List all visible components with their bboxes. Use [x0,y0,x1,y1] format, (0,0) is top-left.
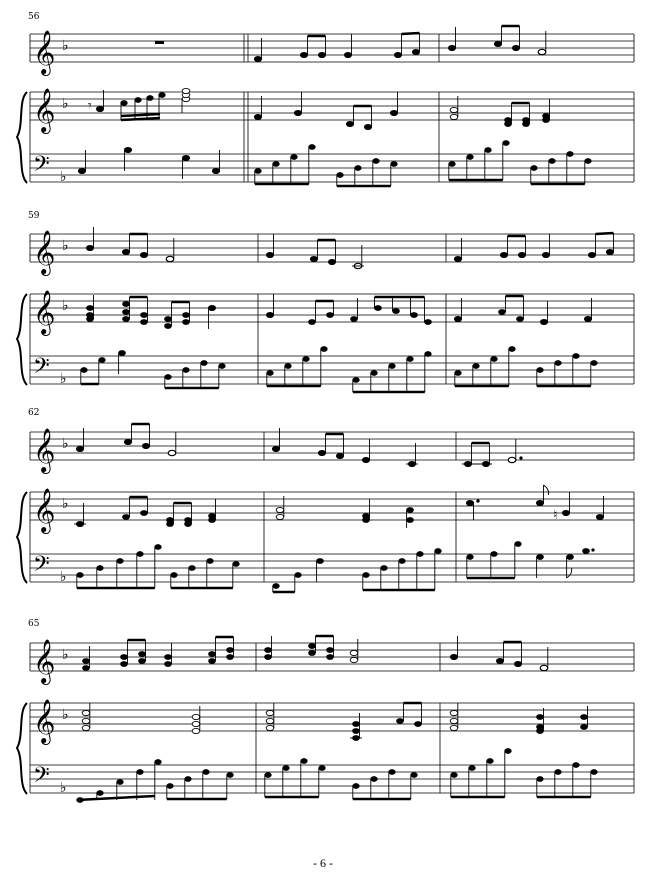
melody-notes [83,636,548,671]
piano-brace [17,492,27,583]
treble-clef-icon: 𝄞 [33,88,56,132]
melody-notes [254,26,545,62]
measure-number: 65 [28,619,40,629]
bass-clef-icon: 𝄢 [33,152,50,182]
flat-key-icon: ♭ [60,780,67,796]
system-3 [17,408,634,592]
flat-key-icon: ♭ [62,96,69,112]
melody-staff [30,234,634,262]
rh-notes [74,485,604,528]
treble-clef-icon: 𝄞 [33,488,56,532]
flat-key-icon: ♭ [60,371,67,387]
treble-clef-icon: 𝄞 [33,30,56,74]
rh-notes [82,703,587,740]
page-number: - 6 - [313,856,333,870]
measure-number: 59 [28,211,40,221]
measure-number: 62 [28,408,40,418]
flat-key-icon: ♭ [60,169,67,185]
treble-clef-icon: 𝄞 [33,230,56,274]
flat-key-icon: ♭ [62,298,69,314]
rh-notes [88,88,550,129]
system-1 [17,12,634,186]
left-hand-staff [30,154,634,182]
melody-staff [30,34,634,62]
piano-brace [17,703,27,794]
svg-text:𝄾: 𝄾 [88,98,92,114]
lh-notes [81,347,597,392]
flat-key-icon: ♭ [62,38,69,54]
svg-text:♮: ♮ [553,508,558,523]
lh-notes [78,141,591,186]
treble-clef-icon: 𝄞 [33,699,56,743]
flat-key-icon: ♭ [62,436,69,452]
flat-key-icon: ♭ [62,496,69,512]
system-2 [17,211,634,392]
treble-clef-icon: 𝄞 [33,290,56,334]
flat-key-icon: ♭ [62,707,69,723]
lh-notes [77,542,594,592]
piano-brace [17,294,27,385]
piano-brace [17,92,27,183]
right-hand-staff [30,492,634,582]
flat-key-icon: ♭ [62,647,69,663]
bass-clef-icon: 𝄢 [33,552,50,582]
melody-staff [30,432,634,460]
flat-key-icon: ♭ [62,238,69,254]
treble-clef-icon: 𝄞 [33,639,56,683]
treble-clef-icon: 𝄞 [33,428,56,472]
flat-key-icon: ♭ [60,569,67,585]
measure-number: 56 [28,12,40,22]
lh-notes [77,749,597,803]
bass-clef-icon: 𝄢 [33,354,50,384]
whole-rest [155,41,164,44]
bass-clef-icon: 𝄢 [33,763,50,793]
system-4 [17,619,634,802]
rh-notes [87,294,592,329]
